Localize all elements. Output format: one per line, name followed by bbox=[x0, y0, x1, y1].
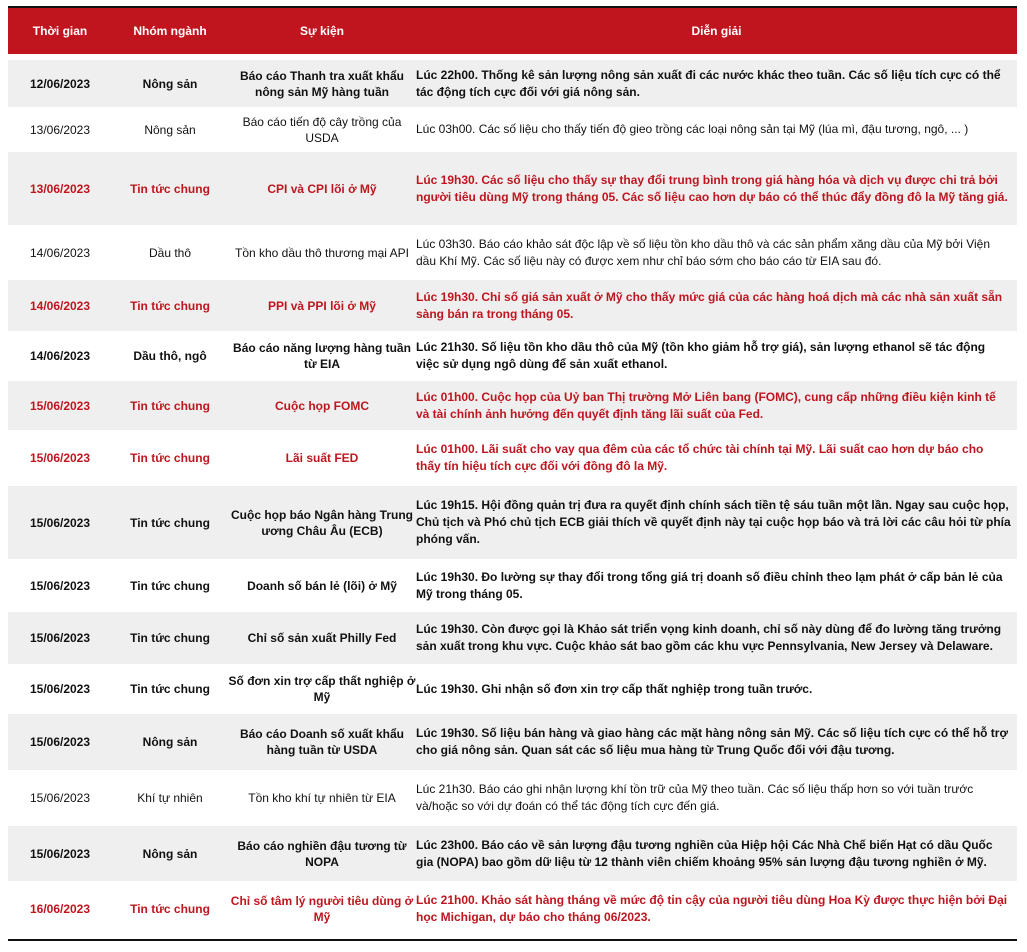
row-date: 14/06/2023 bbox=[29, 349, 91, 363]
row-date: 15/06/2023 bbox=[29, 631, 91, 645]
row-group-cell bbox=[112, 381, 228, 430]
row-description: Lúc 01h00. Lãi suất cho vay qua đêm của các tổ chức tài chính tại Mỹ. Lãi suất cao hơn dự báo cho thấy tín hiệu tích cực đối với đồng đô la Mỹ. bbox=[416, 442, 984, 473]
row-event-cell bbox=[228, 770, 416, 826]
row-group: Tin tức chung bbox=[130, 298, 210, 313]
row-date-cell bbox=[8, 486, 112, 559]
header-group: Nhóm ngành bbox=[133, 24, 207, 38]
row-event-cell bbox=[228, 881, 416, 937]
row-description-cell bbox=[416, 881, 1017, 937]
table-row bbox=[8, 225, 1017, 280]
table-bottom-border bbox=[8, 939, 1017, 941]
row-description: Lúc 03h00. Các số liệu cho thấy tiến độ gieo trồng các loại nông sản tại Mỹ (lúa mì, đậu tương, ngô, ... ) bbox=[416, 122, 969, 136]
table-header bbox=[8, 8, 1017, 54]
row-event-cell bbox=[228, 381, 416, 430]
row-date: 15/06/2023 bbox=[29, 846, 91, 861]
row-event-cell bbox=[228, 826, 416, 881]
row-group-cell bbox=[112, 770, 228, 826]
row-description: Lúc 19h30. Còn được gọi là Khảo sát triển vọng kinh doanh, chỉ số này dùng để đo lường tăng trưởng sản xuất trong khu vực. Cuộc khảo sát bao gồm các khu vực Pennsylvania, New Jersey và Delaware. bbox=[416, 622, 1002, 653]
row-group: Dầu thô, ngô bbox=[133, 349, 207, 363]
row-date: 14/06/2023 bbox=[29, 298, 91, 313]
row-group: Khí tự nhiên bbox=[137, 791, 203, 805]
row-group-cell bbox=[112, 430, 228, 486]
row-event-cell bbox=[228, 152, 416, 225]
row-group-cell bbox=[112, 881, 228, 937]
row-date-cell bbox=[8, 60, 112, 107]
row-group-cell bbox=[112, 559, 228, 612]
row-description-cell bbox=[416, 331, 1017, 381]
row-date-cell bbox=[8, 430, 112, 486]
row-group-cell bbox=[112, 107, 228, 152]
row-description: Lúc 01h00. Cuộc họp của Uỷ ban Thị trường Mở Liên bang (FOMC), cung cấp những điều kiện kinh tế và tài chính ảnh hưởng đến quyết định tăng lãi suất của Fed. bbox=[416, 389, 996, 421]
row-date: 14/06/2023 bbox=[29, 245, 91, 260]
row-description-cell bbox=[416, 280, 1017, 331]
row-group: Tin tức chung bbox=[130, 631, 210, 645]
header-description: Diễn giải bbox=[691, 24, 742, 38]
row-group: Tin tức chung bbox=[130, 682, 210, 696]
row-event-cell bbox=[228, 60, 416, 107]
row-description-cell bbox=[416, 430, 1017, 486]
table-row bbox=[8, 152, 1017, 225]
row-date-cell bbox=[8, 107, 112, 152]
row-group: Tin tức chung bbox=[130, 181, 210, 196]
row-date-cell bbox=[8, 280, 112, 331]
row-event: Tồn kho khí tự nhiên từ EIA bbox=[248, 791, 396, 805]
row-group: Nông sản bbox=[144, 122, 196, 137]
row-date: 15/06/2023 bbox=[29, 682, 91, 696]
row-date: 15/06/2023 bbox=[29, 578, 91, 593]
row-description: Lúc 23h00. Báo cáo về sản lượng đậu tương nghiền của Hiệp hội Các Nhà Chế biến Hạt có dầu Quốc gia (NOPA) bao gồm dữ liệu từ 12 thành viên chiếm khoảng 95% sản lượng đậu tương nghiền ở Mỹ. bbox=[416, 837, 993, 869]
table-row bbox=[8, 881, 1017, 937]
row-date-cell bbox=[8, 225, 112, 280]
row-date-cell bbox=[8, 612, 112, 664]
row-group: Tin tức chung bbox=[130, 902, 210, 916]
table-row bbox=[8, 612, 1017, 664]
row-date: 12/06/2023 bbox=[29, 76, 91, 91]
row-description: Lúc 19h30. Chỉ số giá sản xuất ở Mỹ cho thấy mức giá của các hàng hoá dịch mà các nhà sản xuất sẵn sàng bán ra trong tháng 05. bbox=[416, 289, 1003, 321]
row-description-cell bbox=[416, 107, 1017, 152]
table-row bbox=[8, 331, 1017, 381]
row-group: Tin tức chung bbox=[130, 578, 210, 593]
row-date-cell bbox=[8, 826, 112, 881]
row-date: 13/06/2023 bbox=[29, 181, 91, 196]
row-date-cell bbox=[8, 714, 112, 770]
row-description-cell bbox=[416, 486, 1017, 559]
row-event: Báo cáo Doanh số xuất khẩu hàng tuần từ USDA bbox=[239, 727, 405, 757]
row-event-cell bbox=[228, 486, 416, 559]
row-date-cell bbox=[8, 770, 112, 826]
table-row bbox=[8, 280, 1017, 331]
row-event: Chỉ số tâm lý người tiêu dùng ở Mỹ bbox=[230, 894, 414, 924]
row-description-cell bbox=[416, 826, 1017, 881]
row-description: Lúc 21h30. Báo cáo ghi nhận lượng khí tồn trữ của Mỹ theo tuần. Các số liệu thấp hơn so với tuần trước và/hoặc so với dự đoán có thể tác động tích cực đến giá. bbox=[416, 782, 974, 813]
row-group-cell bbox=[112, 152, 228, 225]
row-description: Lúc 19h30. Số liệu bán hàng và giao hàng các mặt hàng nông sản Mỹ. Các số liệu tích cực có thể hỗ trợ cho giá nông sản. Quan sát các số liệu mua hàng từ Trung Quốc đối với đậu tương. bbox=[416, 726, 1009, 757]
row-description-cell bbox=[416, 60, 1017, 107]
row-description-cell bbox=[416, 612, 1017, 664]
table-row bbox=[8, 714, 1017, 770]
row-event: Cuộc họp báo Ngân hàng Trung ương Châu Âu (ECB) bbox=[231, 507, 413, 538]
table-row bbox=[8, 486, 1017, 559]
row-description: Lúc 19h30. Ghi nhận số đơn xin trợ cấp thất nghiệp trong tuần trước. bbox=[416, 681, 813, 696]
table-row bbox=[8, 770, 1017, 826]
row-date-cell bbox=[8, 152, 112, 225]
row-description-cell bbox=[416, 381, 1017, 430]
row-event: Lãi suất FED bbox=[285, 451, 359, 465]
row-group-cell bbox=[112, 486, 228, 559]
table-row bbox=[8, 664, 1017, 714]
row-event: Báo cáo nghiền đậu tương từ NOPA bbox=[237, 838, 407, 869]
table-row bbox=[8, 107, 1017, 152]
row-group: Nông sản bbox=[142, 735, 198, 749]
table-row bbox=[8, 60, 1017, 107]
row-description-cell bbox=[416, 664, 1017, 714]
row-group: Nông sản bbox=[142, 846, 198, 861]
row-group: Tin tức chung bbox=[130, 451, 210, 465]
table-row bbox=[8, 430, 1017, 486]
row-event: Báo cáo Thanh tra xuất khẩu nông sản Mỹ hàng tuần bbox=[239, 68, 405, 99]
row-date: 15/06/2023 bbox=[29, 515, 91, 530]
row-description-cell bbox=[416, 152, 1017, 225]
header-event: Sự kiện bbox=[299, 24, 345, 38]
row-description: Lúc 03h30. Báo cáo khảo sát độc lập về số liệu tồn kho dầu thô và các sản phẩm xăng dầu của Mỹ bởi Viện dầu Khí Mỹ. Các số liệu này có được xem như chỉ báo sớm cho báo cáo từ EIA sau đó. bbox=[416, 236, 991, 268]
row-group-cell bbox=[112, 280, 228, 331]
table-row bbox=[8, 559, 1017, 612]
row-description: Lúc 21h00. Khảo sát hàng tháng về mức độ tin cậy của người tiêu dùng Hoa Kỳ được thực hiện bởi Đại học Michigan, dự báo cho tháng 06/2023. bbox=[416, 893, 1008, 924]
table-row bbox=[8, 381, 1017, 430]
row-event-cell bbox=[228, 331, 416, 381]
row-group-cell bbox=[112, 225, 228, 280]
row-date-cell bbox=[8, 381, 112, 430]
row-date: 15/06/2023 bbox=[29, 451, 91, 465]
row-description-cell bbox=[416, 770, 1017, 826]
row-date: 13/06/2023 bbox=[29, 122, 91, 137]
row-date-cell bbox=[8, 331, 112, 381]
row-group-cell bbox=[112, 331, 228, 381]
row-group: Nông sản bbox=[142, 76, 198, 91]
row-date-cell bbox=[8, 664, 112, 714]
row-event: Cuộc họp FOMC bbox=[275, 398, 369, 413]
row-event: CPI và CPI lõi ở Mỹ bbox=[267, 181, 377, 196]
row-group: Tin tức chung bbox=[130, 515, 210, 530]
row-event-cell bbox=[228, 280, 416, 331]
row-date: 16/06/2023 bbox=[29, 902, 91, 916]
row-event: Báo cáo tiến độ cây trồng của USDA bbox=[242, 114, 402, 145]
row-description: Lúc 19h30. Đo lường sự thay đổi trong tổng giá trị doanh số điều chỉnh theo lạm phát ở cấp bản lẻ của Mỹ trong tháng 05. bbox=[416, 569, 1003, 601]
row-description-cell bbox=[416, 559, 1017, 612]
row-group-cell bbox=[112, 664, 228, 714]
row-event: Doanh số bán lẻ (lõi) ở Mỹ bbox=[247, 578, 397, 593]
row-description: Lúc 19h30. Các số liệu cho thấy sự thay đổi trung bình trong giá hàng hóa và dịch vụ được chi trả bởi người tiêu dùng Mỹ trong tháng 05. Các số liệu cao hơn dự báo có thể thúc đẩy đồng đô la Mỹ tăng giá. bbox=[416, 172, 1008, 204]
row-description: Lúc 22h00. Thống kê sản lượng nông sản xuất đi các nước khác theo tuần. Các số liệu tích cực có thể tác động tích cực đối với giá nông sản. bbox=[416, 67, 1001, 99]
row-event-cell bbox=[228, 430, 416, 486]
header-time: Thời gian bbox=[32, 24, 88, 38]
row-event: Báo cáo năng lượng hàng tuần từ EIA bbox=[233, 341, 411, 371]
row-date-cell bbox=[8, 559, 112, 612]
row-group-cell bbox=[112, 612, 228, 664]
row-group: Tin tức chung bbox=[130, 398, 210, 413]
row-date-cell bbox=[8, 881, 112, 937]
row-event: Số đơn xin trợ cấp thất nghiệp ở Mỹ bbox=[228, 674, 416, 704]
row-event: PPI và PPI lõi ở Mỹ bbox=[268, 298, 376, 313]
row-event-cell bbox=[228, 107, 416, 152]
row-date: 15/06/2023 bbox=[29, 735, 91, 749]
row-event-cell bbox=[228, 225, 416, 280]
row-description: Lúc 19h15. Hội đồng quản trị đưa ra quyết định chính sách tiền tệ sáu tuần một lần. Ngay sau cuộc họp, Chủ tịch và Phó chủ tịch ECB giải thích về quyết định này tại cuộc họp báo và trả lời các câu hỏi từ phía phóng vấn. bbox=[416, 498, 1011, 546]
table-row bbox=[8, 826, 1017, 881]
row-description-cell bbox=[416, 714, 1017, 770]
row-event-cell bbox=[228, 612, 416, 664]
row-event-cell bbox=[228, 664, 416, 714]
row-group-cell bbox=[112, 714, 228, 770]
row-description-cell bbox=[416, 225, 1017, 280]
row-event: Chỉ số sản xuất Philly Fed bbox=[247, 631, 397, 645]
row-group-cell bbox=[112, 826, 228, 881]
row-date: 15/06/2023 bbox=[29, 398, 91, 413]
row-event-cell bbox=[228, 714, 416, 770]
row-date: 15/06/2023 bbox=[29, 791, 91, 805]
row-event: Tồn kho dầu thô thương mại API bbox=[234, 245, 409, 260]
row-event-cell bbox=[228, 559, 416, 612]
row-description: Lúc 21h30. Số liệu tồn kho dầu thô của Mỹ (tồn kho giảm hỗ trợ giá), sản lượng ethanol sẽ tác động việc sử dụng ngô dùng để sản xuất ethanol. bbox=[416, 340, 986, 371]
row-group: Dầu thô bbox=[148, 245, 192, 260]
row-group-cell bbox=[112, 60, 228, 107]
